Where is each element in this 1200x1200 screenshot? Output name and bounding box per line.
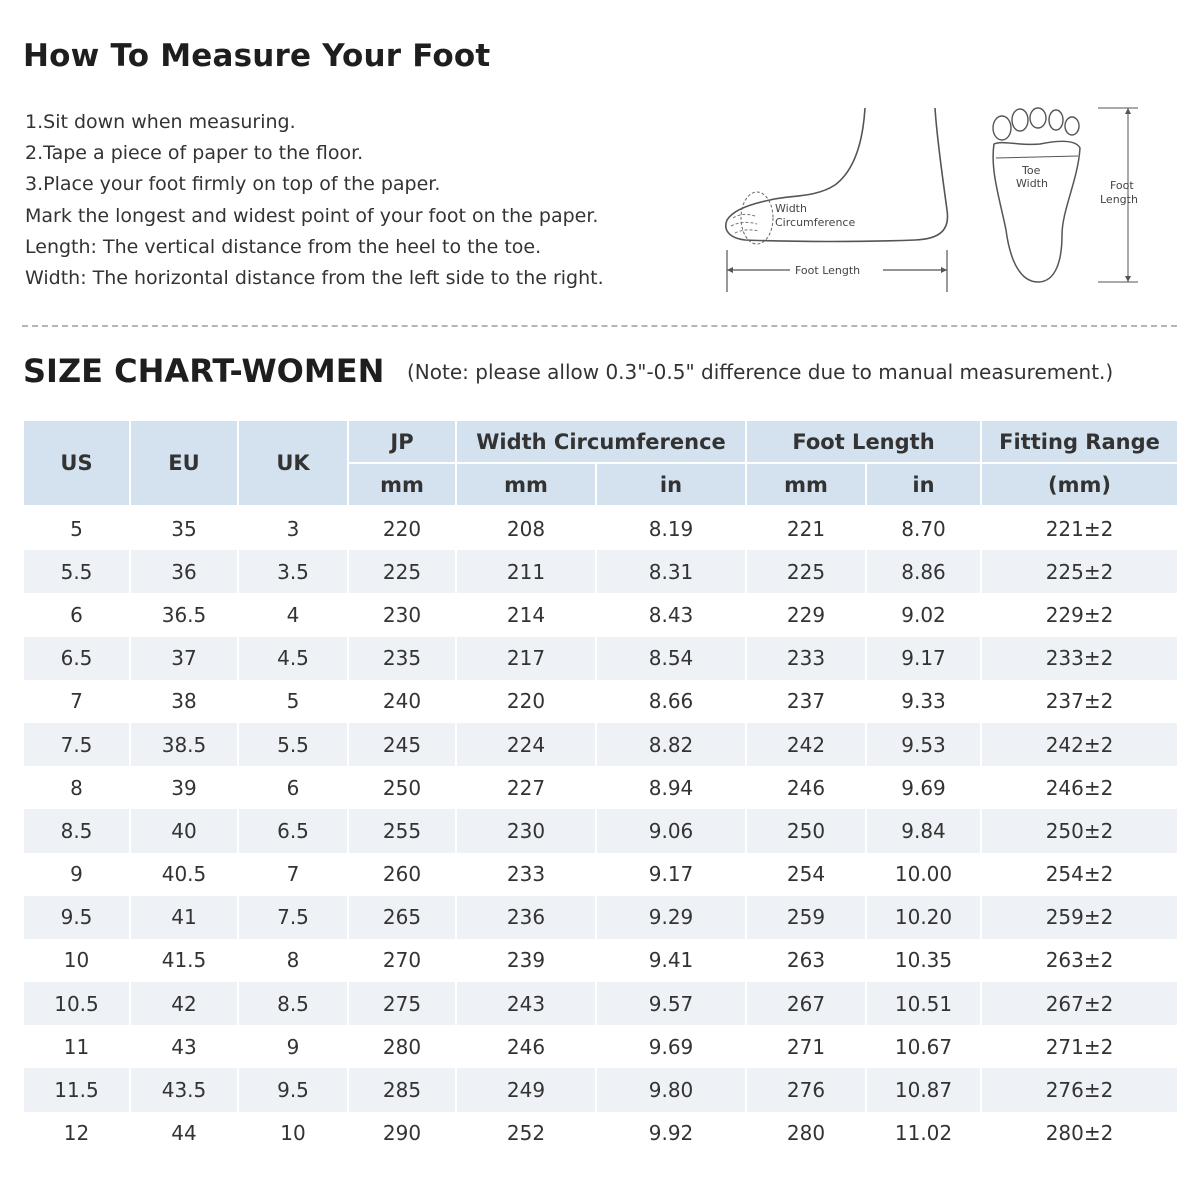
cell-us: 6 <box>23 593 130 636</box>
cell-fl-mm: 250 <box>746 809 866 852</box>
cell-us: 5.5 <box>23 550 130 593</box>
cell-wc-mm: 227 <box>456 766 596 809</box>
cell-uk: 4 <box>238 593 348 636</box>
cell-wc-in: 8.66 <box>596 680 746 723</box>
cell-jp-mm: 290 <box>348 1112 456 1155</box>
cell-fl-mm: 271 <box>746 1025 866 1068</box>
cell-jp-mm: 230 <box>348 593 456 636</box>
cell-us: 8.5 <box>23 809 130 852</box>
cell-eu: 42 <box>130 982 238 1025</box>
cell-wc-in: 9.69 <box>596 1025 746 1068</box>
measure-title: How To Measure Your Foot <box>23 38 491 74</box>
cell-jp-mm: 245 <box>348 723 456 766</box>
cell-fitting-range: 280±2 <box>981 1112 1178 1155</box>
cell-eu: 41 <box>130 896 238 939</box>
table-row <box>23 723 1178 766</box>
cell-jp-mm: 250 <box>348 766 456 809</box>
header-fitting-unit: (mm) <box>981 463 1178 506</box>
cell-jp-mm: 220 <box>348 506 456 550</box>
cell-jp-mm: 235 <box>348 637 456 680</box>
header-jp-unit: mm <box>348 463 456 506</box>
diagram-label-width: Width <box>775 202 807 215</box>
cell-fl-in: 8.86 <box>866 550 981 593</box>
cell-eu: 39 <box>130 766 238 809</box>
cell-fl-mm: 221 <box>746 506 866 550</box>
table-row <box>23 982 1178 1025</box>
cell-uk: 3.5 <box>238 550 348 593</box>
cell-jp-mm: 265 <box>348 896 456 939</box>
size-chart-note: (Note: please allow 0.3"-0.5" difference due to manual measurement.) <box>407 360 1114 384</box>
cell-us: 7 <box>23 680 130 723</box>
cell-wc-in: 9.92 <box>596 1112 746 1155</box>
cell-fl-in: 11.02 <box>866 1112 981 1155</box>
cell-eu: 40 <box>130 809 238 852</box>
cell-us: 8 <box>23 766 130 809</box>
cell-fl-mm: 233 <box>746 637 866 680</box>
cell-us: 11 <box>23 1025 130 1068</box>
size-chart-title: SIZE CHART-WOMEN <box>23 352 385 390</box>
diagram-label-foot-length: Foot Length <box>795 264 861 277</box>
cell-uk: 7 <box>238 853 348 896</box>
cell-us: 12 <box>23 1112 130 1155</box>
cell-eu: 40.5 <box>130 853 238 896</box>
diagram-label-toe: Toe <box>1022 164 1041 177</box>
cell-wc-in: 9.17 <box>596 853 746 896</box>
cell-wc-mm: 214 <box>456 593 596 636</box>
header-fl-in: in <box>866 463 981 506</box>
instruction-step: Width: The horizontal distance from the left side to the right. <box>25 267 604 290</box>
cell-uk: 9.5 <box>238 1068 348 1111</box>
measure-instructions <box>25 107 705 294</box>
cell-uk: 6 <box>238 766 348 809</box>
cell-jp-mm: 225 <box>348 550 456 593</box>
table-row <box>23 809 1178 852</box>
cell-wc-in: 8.94 <box>596 766 746 809</box>
cell-fl-mm: 242 <box>746 723 866 766</box>
header-foot-length: Foot Length <box>746 420 981 463</box>
cell-wc-mm: 220 <box>456 680 596 723</box>
cell-wc-in: 8.43 <box>596 593 746 636</box>
cell-fl-in: 9.33 <box>866 680 981 723</box>
cell-fl-in: 9.53 <box>866 723 981 766</box>
cell-fl-in: 9.69 <box>866 766 981 809</box>
cell-wc-in: 8.31 <box>596 550 746 593</box>
cell-fl-mm: 280 <box>746 1112 866 1155</box>
table-row <box>23 506 1178 550</box>
cell-fl-in: 10.51 <box>866 982 981 1025</box>
cell-wc-in: 8.82 <box>596 723 746 766</box>
cell-us: 10.5 <box>23 982 130 1025</box>
cell-us: 10 <box>23 939 130 982</box>
cell-fl-mm: 237 <box>746 680 866 723</box>
cell-eu: 37 <box>130 637 238 680</box>
table-row <box>23 1068 1178 1111</box>
cell-fl-mm: 246 <box>746 766 866 809</box>
cell-eu: 36.5 <box>130 593 238 636</box>
table-row <box>23 1112 1178 1155</box>
cell-wc-in: 9.80 <box>596 1068 746 1111</box>
cell-uk: 7.5 <box>238 896 348 939</box>
cell-fl-in: 10.67 <box>866 1025 981 1068</box>
cell-wc-mm: 239 <box>456 939 596 982</box>
cell-wc-in: 8.19 <box>596 506 746 550</box>
cell-us: 11.5 <box>23 1068 130 1111</box>
header-fl-mm: mm <box>746 463 866 506</box>
cell-fitting-range: 246±2 <box>981 766 1178 809</box>
cell-wc-mm: 217 <box>456 637 596 680</box>
cell-wc-mm: 236 <box>456 896 596 939</box>
cell-us: 9.5 <box>23 896 130 939</box>
cell-fl-in: 10.87 <box>866 1068 981 1111</box>
cell-wc-mm: 211 <box>456 550 596 593</box>
cell-uk: 5 <box>238 680 348 723</box>
cell-wc-mm: 224 <box>456 723 596 766</box>
cell-wc-mm: 249 <box>456 1068 596 1111</box>
diagram-label-foot: Foot <box>1110 179 1134 192</box>
header-uk: UK <box>238 420 348 506</box>
header-width-circumference: Width Circumference <box>456 420 746 463</box>
cell-fl-mm: 276 <box>746 1068 866 1111</box>
cell-fl-mm: 259 <box>746 896 866 939</box>
cell-wc-in: 9.41 <box>596 939 746 982</box>
cell-fl-in: 10.35 <box>866 939 981 982</box>
cell-fitting-range: 250±2 <box>981 809 1178 852</box>
cell-jp-mm: 275 <box>348 982 456 1025</box>
table-row <box>23 896 1178 939</box>
cell-us: 9 <box>23 853 130 896</box>
cell-uk: 8 <box>238 939 348 982</box>
cell-fl-in: 9.17 <box>866 637 981 680</box>
cell-eu: 35 <box>130 506 238 550</box>
cell-wc-mm: 230 <box>456 809 596 852</box>
cell-uk: 3 <box>238 506 348 550</box>
foot-side-view-icon <box>715 100 965 300</box>
cell-fl-mm: 229 <box>746 593 866 636</box>
cell-uk: 4.5 <box>238 637 348 680</box>
section-divider <box>22 325 1177 327</box>
instruction-step: Length: The vertical distance from the heel to the toe. <box>25 235 542 258</box>
table-row <box>23 853 1178 896</box>
instruction-step: Mark the longest and widest point of your foot on the paper. <box>25 204 599 227</box>
header-wc-mm: mm <box>456 463 596 506</box>
cell-eu: 36 <box>130 550 238 593</box>
cell-wc-in: 9.29 <box>596 896 746 939</box>
cell-wc-in: 9.06 <box>596 809 746 852</box>
cell-fitting-range: 254±2 <box>981 853 1178 896</box>
table-row <box>23 939 1178 982</box>
cell-wc-in: 8.54 <box>596 637 746 680</box>
cell-uk: 9 <box>238 1025 348 1068</box>
table-row <box>23 593 1178 636</box>
cell-wc-mm: 233 <box>456 853 596 896</box>
cell-fitting-range: 267±2 <box>981 982 1178 1025</box>
diagram-label-circumference: Circumference <box>775 216 856 229</box>
header-jp: JP <box>348 420 456 463</box>
instruction-step: 3.Place your foot firmly on top of the paper. <box>25 173 441 196</box>
cell-uk: 6.5 <box>238 809 348 852</box>
cell-fitting-range: 276±2 <box>981 1068 1178 1111</box>
cell-fitting-range: 237±2 <box>981 680 1178 723</box>
header-eu: EU <box>130 420 238 506</box>
cell-fl-mm: 225 <box>746 550 866 593</box>
diagram-label-toe-width: Width <box>1016 177 1048 190</box>
cell-jp-mm: 285 <box>348 1068 456 1111</box>
cell-wc-in: 9.57 <box>596 982 746 1025</box>
table-row <box>23 637 1178 680</box>
table-row <box>23 766 1178 809</box>
cell-eu: 38.5 <box>130 723 238 766</box>
cell-fl-mm: 263 <box>746 939 866 982</box>
cell-eu: 44 <box>130 1112 238 1155</box>
cell-uk: 5.5 <box>238 723 348 766</box>
cell-fl-in: 10.00 <box>866 853 981 896</box>
cell-uk: 8.5 <box>238 982 348 1025</box>
cell-fl-in: 8.70 <box>866 506 981 550</box>
table-row <box>23 550 1178 593</box>
cell-fl-in: 9.84 <box>866 809 981 852</box>
cell-jp-mm: 280 <box>348 1025 456 1068</box>
cell-us: 6.5 <box>23 637 130 680</box>
cell-fitting-range: 263±2 <box>981 939 1178 982</box>
cell-fl-mm: 267 <box>746 982 866 1025</box>
cell-fl-in: 9.02 <box>866 593 981 636</box>
header-fitting-range: Fitting Range <box>981 420 1178 463</box>
cell-fl-mm: 254 <box>746 853 866 896</box>
cell-jp-mm: 270 <box>348 939 456 982</box>
cell-fitting-range: 271±2 <box>981 1025 1178 1068</box>
cell-wc-mm: 243 <box>456 982 596 1025</box>
table-row <box>23 1025 1178 1068</box>
cell-eu: 43 <box>130 1025 238 1068</box>
cell-wc-mm: 208 <box>456 506 596 550</box>
cell-jp-mm: 260 <box>348 853 456 896</box>
cell-fitting-range: 225±2 <box>981 550 1178 593</box>
header-us: US <box>23 420 130 506</box>
cell-fitting-range: 233±2 <box>981 637 1178 680</box>
cell-wc-mm: 246 <box>456 1025 596 1068</box>
diagram-label-length: Length <box>1100 193 1138 206</box>
cell-eu: 43.5 <box>130 1068 238 1111</box>
foot-sole-view-icon <box>980 100 1160 290</box>
cell-eu: 38 <box>130 680 238 723</box>
cell-fitting-range: 229±2 <box>981 593 1178 636</box>
cell-us: 5 <box>23 506 130 550</box>
cell-uk: 10 <box>238 1112 348 1155</box>
cell-fitting-range: 221±2 <box>981 506 1178 550</box>
cell-jp-mm: 240 <box>348 680 456 723</box>
cell-us: 7.5 <box>23 723 130 766</box>
table-row <box>23 680 1178 723</box>
cell-fitting-range: 259±2 <box>981 896 1178 939</box>
cell-eu: 41.5 <box>130 939 238 982</box>
instruction-step: 1.Sit down when measuring. <box>25 111 296 133</box>
cell-jp-mm: 255 <box>348 809 456 852</box>
cell-fl-in: 10.20 <box>866 896 981 939</box>
size-table-body <box>23 506 1178 1155</box>
cell-fitting-range: 242±2 <box>981 723 1178 766</box>
size-chart-table <box>22 419 1179 1155</box>
instruction-step: 2.Tape a piece of paper to the floor. <box>25 142 364 165</box>
cell-wc-mm: 252 <box>456 1112 596 1155</box>
header-wc-in: in <box>596 463 746 506</box>
